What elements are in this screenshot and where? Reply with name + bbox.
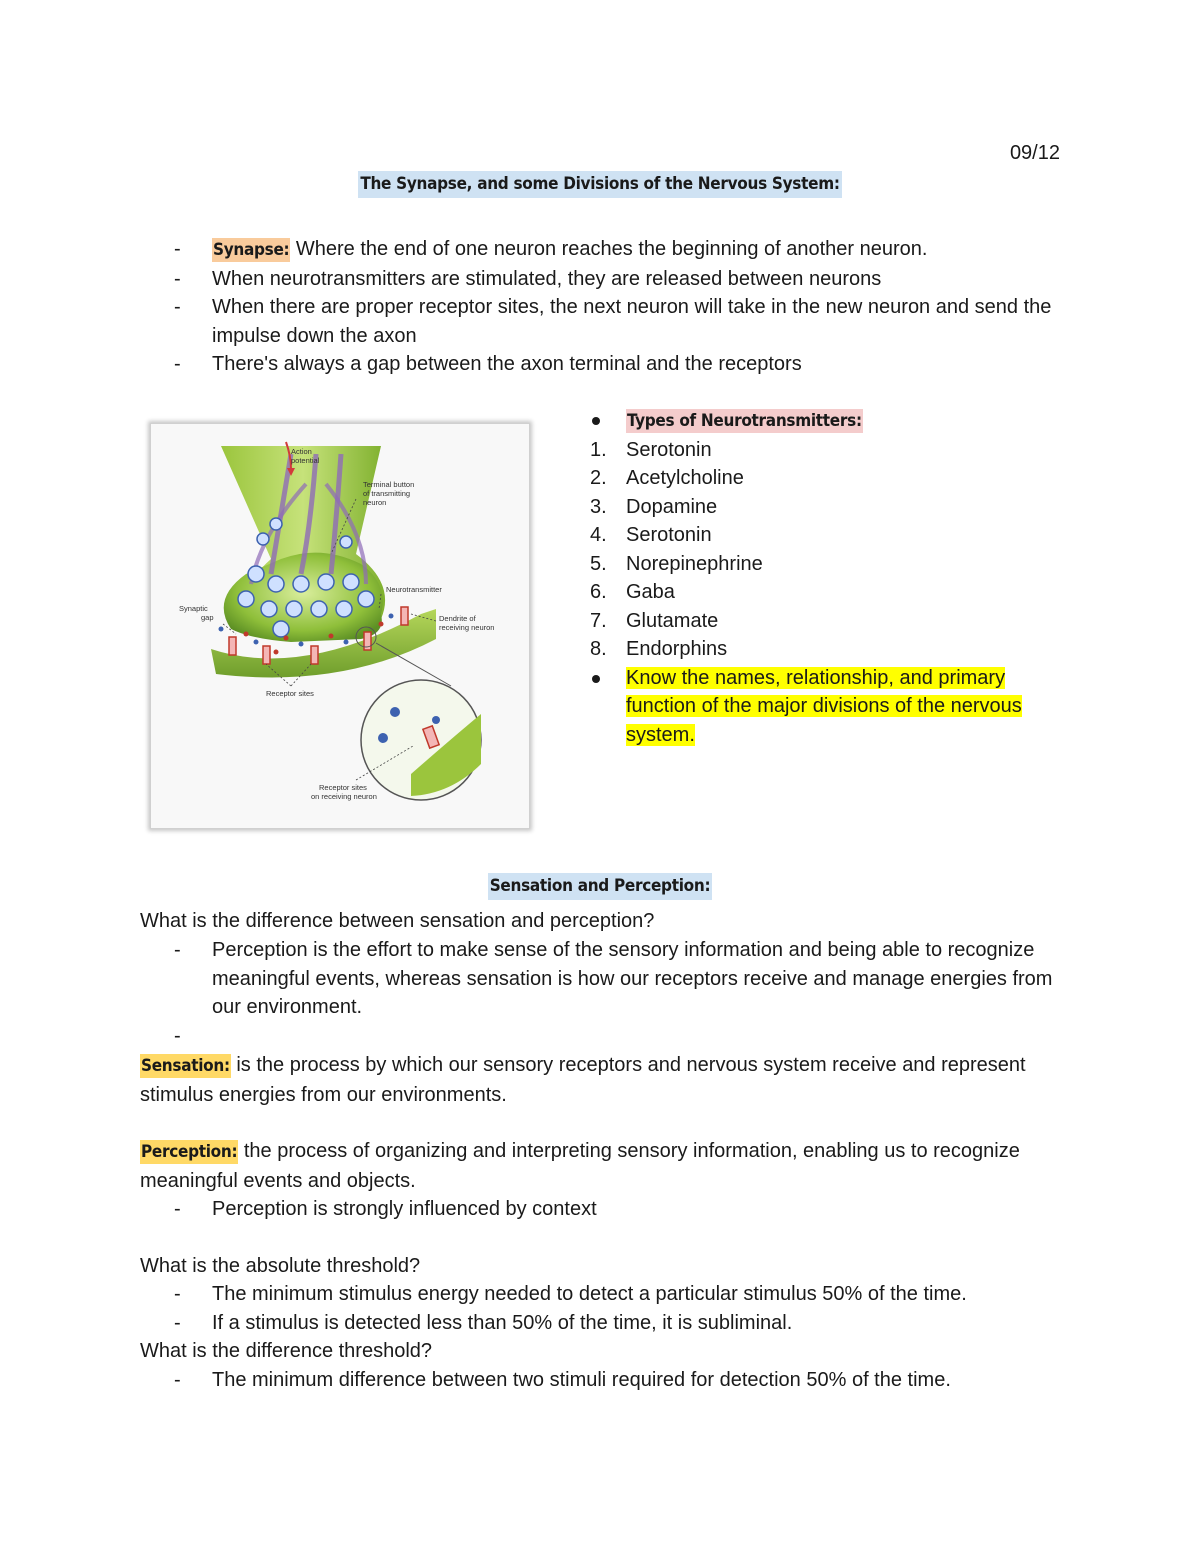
neurotransmitter-name: Glutamate [626,609,719,632]
list-item [590,664,1070,750]
synapse-definition: Where the end of one neuron reaches the beginning of another neuron. [290,238,928,260]
neurotransmitter-name: Dopamine [626,495,718,518]
study-note: Know the names, relationship, and primary function of the major divisions of the nervous system. [626,666,1022,746]
synapse-list [174,235,1074,379]
label-synaptic-gap: gap [201,613,214,622]
label-action-potential: potential [291,456,320,465]
perception-text: the process of organizing and interpreting sensory information, enabling us to recognize meaningful events and objects. [140,1140,1020,1192]
label-terminal-button: of transmitting [363,489,411,498]
list-item: 8. Endorphins [590,638,728,660]
list-item: - Perception is strongly influenced by context [174,1195,1074,1224]
perception-definition [140,1137,1040,1195]
sensation-definition [140,1051,1040,1109]
list-heading [590,406,1070,436]
label-terminal-button: neuron [363,498,387,507]
difference-threshold-list [174,1366,1074,1395]
synapse-diagram [150,423,530,829]
label-action-potential: Action [291,447,312,456]
date: 09/12 [1009,142,1060,164]
section-heading [0,876,1200,896]
question: What is the absolute threshold? [140,1255,421,1277]
list-item: - The minimum difference between two stimuli required for detection 50% of the time. [174,1366,1074,1395]
perception-list [174,1195,1074,1224]
label-terminal-button: Terminal button [363,480,415,489]
label-synaptic-gap: Synaptic [179,604,208,613]
label-dendrite: receiving neuron [439,623,495,632]
neurotransmitter-name: Gaba [626,581,675,603]
list-item [174,235,1074,265]
neurotransmitter-name: Serotonin [626,524,712,546]
bullet-icon [592,675,600,683]
list-item: - If a stimulus is detected less than 50% of the time, it is subliminal. [174,1309,1074,1338]
neurotransmitter-name: Norepinephrine [626,552,763,575]
list-item: 7. Glutamate [590,609,719,632]
sensation-text: is the process by which our sensory receptors and nervous system receive and represent stimulus energies from our environments. [140,1054,1026,1106]
synapse-illustration [151,424,529,828]
list-item [174,1022,1074,1051]
neurotransmitter-name: Serotonin [626,438,712,461]
list-item: - Perception is the effort to make sense of the sensory information and being able to recognize meaningful events, whereas sensation is how our receptors receive and manage energies from our environment. [174,936,1074,1022]
perception-term: Perception: [141,1142,238,1162]
page-title-text: The Synapse, and some Divisions of the Nervous System: [358,171,841,198]
list-item: 3. Dopamine [590,495,718,518]
list-item: - When there are proper receptor sites, the next neuron will take in the new neuron and send the impulse down the axon [174,293,1074,350]
label-receptor-sites-receiving: on receiving neuron [311,792,377,801]
neurotransmitter-name: Endorphins [626,638,728,660]
list-item: - When neurotransmitters are stimulated, they are released between neurons [174,265,1074,294]
neurotransmitter-name: Acetylcholine [626,467,744,489]
absolute-threshold-list [174,1280,1074,1337]
list-item: 5. Norepinephrine [590,552,763,575]
list-item: - The minimum stimulus energy needed to detect a particular stimulus 50% of the time. [174,1280,1074,1309]
list-item: 2. Acetylcholine [590,467,744,489]
sensation-term: Sensation: [141,1056,230,1076]
label-receptor-sites: Receptor sites [266,689,314,698]
label-receptor-sites-receiving: Receptor sites [319,783,367,792]
neurotransmitter-list [590,406,1070,749]
list-item: - There's always a gap between the axon terminal and the receptors [174,350,1074,379]
list-item: 4. Serotonin [590,524,712,546]
list-item: 1. Serotonin [590,438,712,461]
answer-list [174,936,1074,1050]
question: What is the difference threshold? [140,1340,433,1362]
synapse-term: Synapse: [213,240,290,260]
label-dendrite: Dendrite of [439,614,476,623]
bullet-icon [592,417,600,425]
section-heading-text: Sensation and Perception: [488,873,713,900]
page-title [0,174,1200,194]
list-item: 6. Gaba [590,581,675,603]
neurotransmitters-heading: Types of Neurotransmitters: [627,411,862,431]
question: What is the difference between sensation and perception? [140,910,655,932]
label-neurotransmitter: Neurotransmitter [386,585,442,594]
